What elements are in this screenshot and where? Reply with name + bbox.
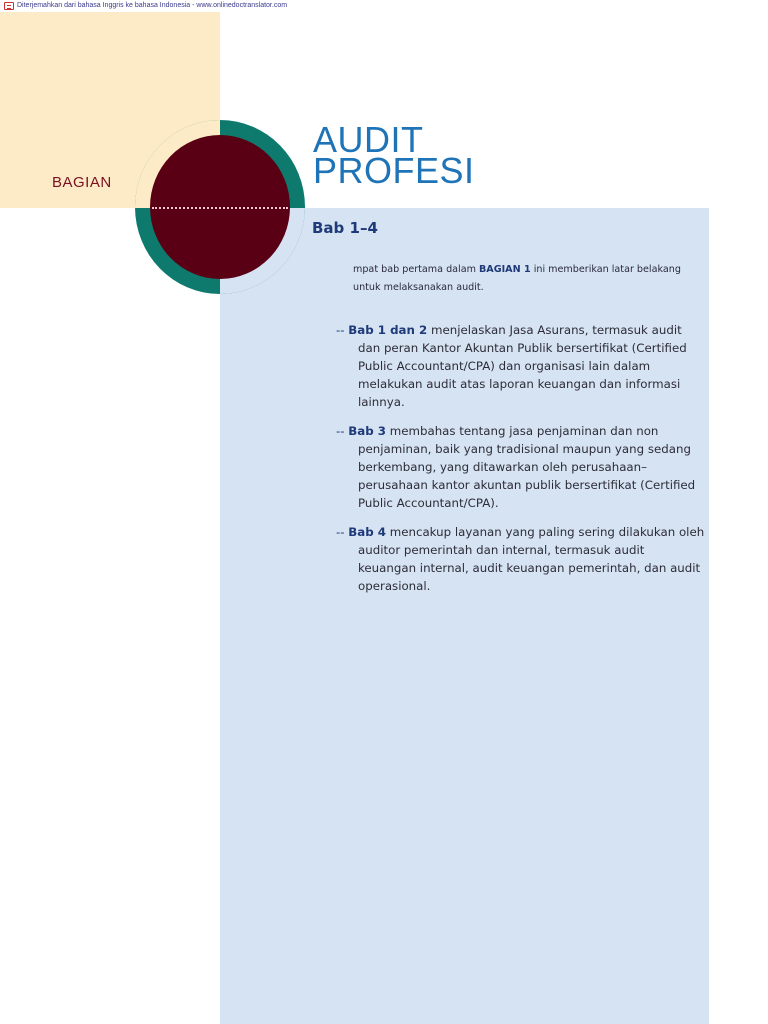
- chapter-keyword: Bab 3: [348, 424, 386, 438]
- chapter-keyword: Bab 1 dan 2: [348, 323, 428, 337]
- intro-text-end: ini memberikan latar belakang untuk melaksanakan audit.: [353, 264, 681, 293]
- bullet-dash: --: [336, 424, 349, 438]
- title-line-2: PROFESI: [313, 150, 475, 191]
- translation-banner: [0, 0, 340, 12]
- chapter-item: [336, 422, 706, 512]
- title-line-1: AUDIT: [313, 119, 424, 160]
- page-title: [313, 119, 475, 191]
- bullet-dash: --: [336, 323, 349, 337]
- chapter-item: [336, 523, 706, 595]
- part-label: BAGIAN: [52, 174, 112, 191]
- chapter-keyword: Bab 4: [348, 525, 386, 539]
- bullet-dash: --: [336, 525, 349, 539]
- intro-paragraph: [353, 261, 698, 297]
- document-icon: [4, 2, 14, 10]
- banner-text: Diterjemahkan dari bahasa Inggris ke bahasa Indonesia - www.onlinedoctranslator.com: [17, 2, 288, 9]
- chapter-item: [336, 321, 706, 411]
- chapter-description: mencakup layanan yang paling sering dilakukan oleh auditor pemerintah dan internal, termasuk audit keuangan internal, audit keuangan pemerintah, dan audit operasional.: [358, 525, 705, 593]
- intro-text-start: mpat bab pertama dalam: [353, 264, 479, 275]
- chapter-range-heading: Bab 1–4: [312, 219, 378, 237]
- chapter-description: menjelaskan Jasa Asurans, termasuk audit dan peran Kantor Akuntan Publik bersertifikat (Certified Public Accountant/CPA) dan organisasi lain dalam melakukan audit atas laporan keuangan dan informasi lainnya.: [358, 323, 687, 409]
- dotted-divider: [152, 207, 288, 209]
- intro-keyword: BAGIAN 1: [479, 264, 531, 275]
- chapter-list: [336, 321, 706, 606]
- chapter-description: membahas tentang jasa penjaminan dan non penjaminan, baik yang tradisional maupun yang sedang berkembang, yang ditawarkan oleh perusahaan– perusahaan kantor akuntan publik bersertifikat (Certified Public Accountant/CPA).: [358, 424, 696, 510]
